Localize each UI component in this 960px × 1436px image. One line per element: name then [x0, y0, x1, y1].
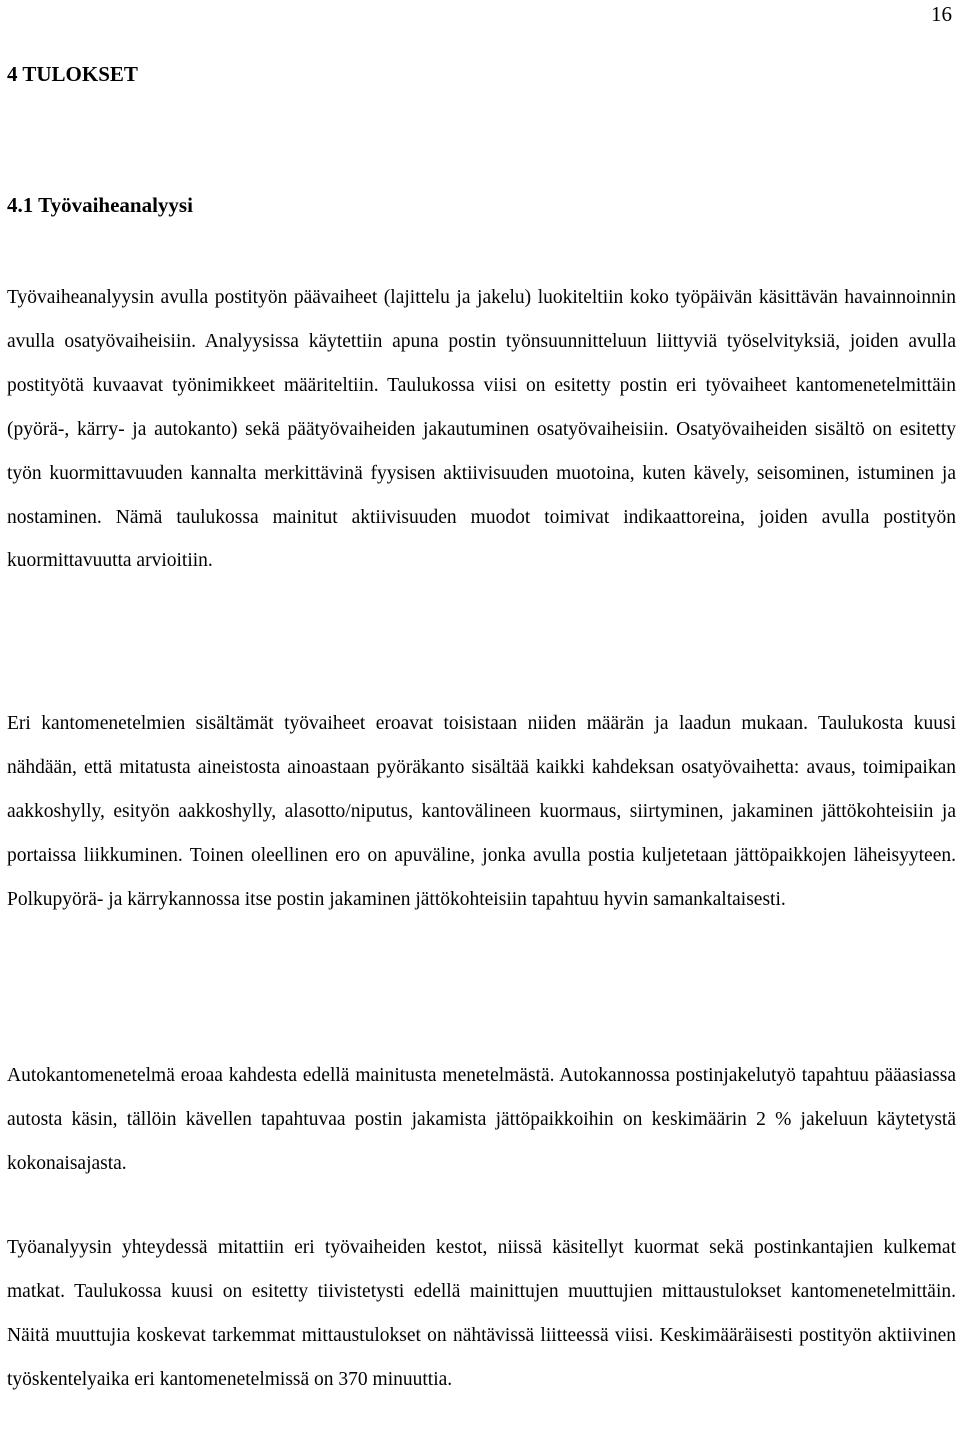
paragraph-measurements: Työanalyysin yhteydessä mitattiin eri työvaiheiden kestot, niissä käsitellyt kuormat sekä postinkantajien kulkemat matkat. Taulukossa kuusi on esitetty tiivistetysti edellä mainittujen muuttujien mittaustulokset kantomenetelmittäin. Näitä muuttujia koskevat tarkemmat mittaustulokset on nähtävissä liitteessä viisi. Keskimääräisesti postityön aktiivinen työskentelyaika eri kantomenetelmissä on 370 minuuttia.	[7, 1237, 956, 1390]
paragraph-work-phase-analysis: Työvaiheanalyysin avulla postityön päävaiheet (lajittelu ja jakelu) luokiteltiin koko työpäivän käsittävän havainnoinnin avulla osatyövaiheisiin. Analyysissa käytettiin apuna postin työnsuunnitteluun liittyviä työselvityksiä, joiden avulla postityötä kuvaavat työnimikkeet määriteltiin. Taulukossa viisi on esitetty postin eri työvaiheet kantomenetelmittäin (pyörä-, kärry- ja autokanto) sekä päätyövaiheiden jakautuminen osatyövaiheisiin. Osatyövaiheiden sisältö on esitetty työn kuormittavuuden kannalta merkittävinä fyysisen aktiivisuuden muotoina, kuten kävely, seisominen, istuminen ja nostaminen. Nämä taulukossa mainitut aktiivisuuden muodot toimivat indikaattoreina, joiden avulla postityön kuormittavuutta arvioitiin.	[7, 287, 956, 572]
paragraph-carrying-methods: Eri kantomenetelmien sisältämät työvaiheet eroavat toisistaan niiden määrän ja laadun mukaan. Taulukosta kuusi nähdään, että mitatusta aineistosta ainoastaan pyöräkanto sisältää kaikki kahdeksan osatyövaihetta: avaus, toimipaikan aakkoshylly, esityön aakkoshylly, alasotto/niputus, kantovälineen kuormaus, siirtyminen, jakaminen jättökohteisiin ja portaissa liikkuminen. Toinen oleellinen ero on apuväline, jonka avulla postia kuljetetaan jättöpaikkojen läheisyyteen. Polkupyörä- ja kärrykannossa itse postin jakaminen jättökohteisiin tapahtuu hyvin samankaltaisesti.	[7, 713, 956, 910]
section-heading: 4.1 Työvaiheanalyysi	[7, 193, 193, 217]
paragraph-car-delivery: Autokantomenetelmä eroaa kahdesta edellä mainitusta menetelmästä. Autokannossa postinjakelutyö tapahtuu pääasiassa autosta käsin, tällöin kävellen tapahtuvaa postin jakamista jättöpaikkoihin on keskimäärin 2 % jakeluun käytetystä kokonaisajasta.	[7, 1065, 956, 1174]
chapter-heading: 4 TULOKSET	[7, 62, 138, 86]
page-number: 16	[931, 2, 952, 26]
